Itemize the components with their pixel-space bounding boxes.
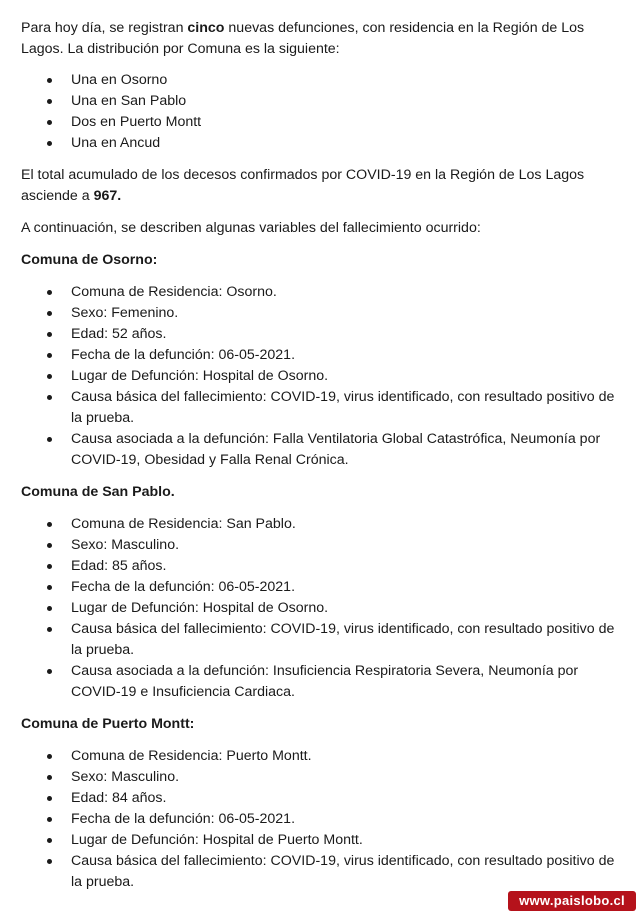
variables-intro: A continuación, se describen algunas variables del fallecimiento ocurrido: bbox=[21, 220, 481, 236]
bullet-icon bbox=[47, 437, 52, 442]
total-paragraph bbox=[21, 165, 625, 207]
list-item bbox=[21, 767, 625, 788]
list-item bbox=[21, 830, 625, 851]
list-item-text: Fecha de la defunción: 06-05-2021. bbox=[71, 579, 296, 595]
list-item bbox=[21, 619, 625, 661]
bullet-icon bbox=[47, 775, 52, 780]
intro-text-after: nuevas defunciones, con residencia en la Región de Los Lagos. La distribución por Comuna es la siguiente: bbox=[21, 20, 585, 57]
list-item bbox=[21, 112, 625, 133]
list-item-text: Una en San Pablo bbox=[71, 93, 187, 109]
document-body bbox=[21, 18, 625, 904]
bullet-icon bbox=[47, 564, 52, 569]
watermark-logo: www.paislobo.cl bbox=[508, 891, 636, 911]
bullet-icon bbox=[47, 78, 52, 83]
list-item-text: Lugar de Defunción: Hospital de Puerto Montt. bbox=[71, 832, 363, 848]
bullet-icon bbox=[47, 796, 52, 801]
bullet-icon bbox=[47, 120, 52, 125]
bullet-icon bbox=[47, 353, 52, 358]
bullet-icon bbox=[47, 817, 52, 822]
list-item-text: Edad: 84 años. bbox=[71, 790, 167, 806]
list-item bbox=[21, 324, 625, 345]
details-list-osorno bbox=[21, 282, 625, 471]
list-item bbox=[21, 429, 625, 471]
bullet-icon bbox=[47, 859, 52, 864]
list-item bbox=[21, 809, 625, 830]
bullet-icon bbox=[47, 669, 52, 674]
list-item bbox=[21, 133, 625, 154]
bullet-icon bbox=[47, 838, 52, 843]
list-item bbox=[21, 577, 625, 598]
bullet-icon bbox=[47, 543, 52, 548]
bullet-icon bbox=[47, 395, 52, 400]
total-text: El total acumulado de los decesos confirmados por COVID-19 en la Región de Los Lagos asciende a bbox=[21, 167, 585, 204]
list-item bbox=[21, 282, 625, 303]
list-item bbox=[21, 70, 625, 91]
bullet-icon bbox=[47, 606, 52, 611]
list-item-text: Dos en Puerto Montt bbox=[71, 114, 202, 130]
list-item-text: Comuna de Residencia: Puerto Montt. bbox=[71, 748, 312, 764]
list-item-text: Edad: 85 años. bbox=[71, 558, 167, 574]
list-item-text: Causa asociada a la defunción: Insuficiencia Respiratoria Severa, Neumonía por COVID-19 e Insuficiencia Cardiaca. bbox=[71, 663, 579, 700]
distribution-list bbox=[21, 70, 625, 154]
list-item bbox=[21, 366, 625, 387]
list-item-text: Sexo: Femenino. bbox=[71, 305, 179, 321]
list-item bbox=[21, 514, 625, 535]
list-item bbox=[21, 91, 625, 112]
list-item-text: Una en Ancud bbox=[71, 135, 161, 151]
bullet-icon bbox=[47, 290, 52, 295]
list-item bbox=[21, 556, 625, 577]
list-item bbox=[21, 746, 625, 767]
details-list-san-pablo bbox=[21, 514, 625, 703]
intro-text-before: Para hoy día, se registran bbox=[21, 20, 188, 36]
list-item bbox=[21, 387, 625, 429]
list-item bbox=[21, 535, 625, 556]
section-heading-osorno: Comuna de Osorno: bbox=[21, 252, 158, 268]
bullet-icon bbox=[47, 332, 52, 337]
bullet-icon bbox=[47, 311, 52, 316]
list-item-text: Edad: 52 años. bbox=[71, 326, 167, 342]
list-item-text: Sexo: Masculino. bbox=[71, 769, 180, 785]
list-item-text: Causa básica del fallecimiento: COVID-19, virus identificado, con resultado positivo de la prueba. bbox=[71, 853, 615, 890]
list-item-text: Fecha de la defunción: 06-05-2021. bbox=[71, 347, 296, 363]
bullet-icon bbox=[47, 141, 52, 146]
list-item bbox=[21, 661, 625, 703]
bullet-icon bbox=[47, 99, 52, 104]
total-count-bold: 967. bbox=[93, 188, 122, 204]
list-item-text: Comuna de Residencia: Osorno. bbox=[71, 284, 277, 300]
intro-count-bold: cinco bbox=[187, 20, 225, 36]
section-heading-san-pablo: Comuna de San Pablo. bbox=[21, 484, 175, 500]
list-item-text: Comuna de Residencia: San Pablo. bbox=[71, 516, 296, 532]
list-item bbox=[21, 788, 625, 809]
section-heading-puerto-montt: Comuna de Puerto Montt: bbox=[21, 716, 195, 732]
list-item-text: Causa básica del fallecimiento: COVID-19, virus identificado, con resultado positivo de la prueba. bbox=[71, 389, 615, 426]
bullet-icon bbox=[47, 754, 52, 759]
list-item-text: Una en Osorno bbox=[71, 72, 168, 88]
bullet-icon bbox=[47, 627, 52, 632]
bullet-icon bbox=[47, 522, 52, 527]
bullet-icon bbox=[47, 374, 52, 379]
list-item-text: Causa básica del fallecimiento: COVID-19, virus identificado, con resultado positivo de la prueba. bbox=[71, 621, 615, 658]
list-item-text: Causa asociada a la defunción: Falla Ventilatoria Global Catastrófica, Neumonía por COVID-19, Obesidad y Falla Renal Crónica. bbox=[71, 431, 601, 468]
list-item bbox=[21, 303, 625, 324]
list-item bbox=[21, 851, 625, 893]
list-item-text: Fecha de la defunción: 06-05-2021. bbox=[71, 811, 296, 827]
details-list-puerto-montt bbox=[21, 746, 625, 893]
list-item bbox=[21, 345, 625, 366]
list-item-text: Lugar de Defunción: Hospital de Osorno. bbox=[71, 368, 329, 384]
bullet-icon bbox=[47, 585, 52, 590]
list-item-text: Lugar de Defunción: Hospital de Osorno. bbox=[71, 600, 329, 616]
list-item-text: Sexo: Masculino. bbox=[71, 537, 180, 553]
list-item bbox=[21, 598, 625, 619]
intro-paragraph bbox=[21, 18, 625, 60]
